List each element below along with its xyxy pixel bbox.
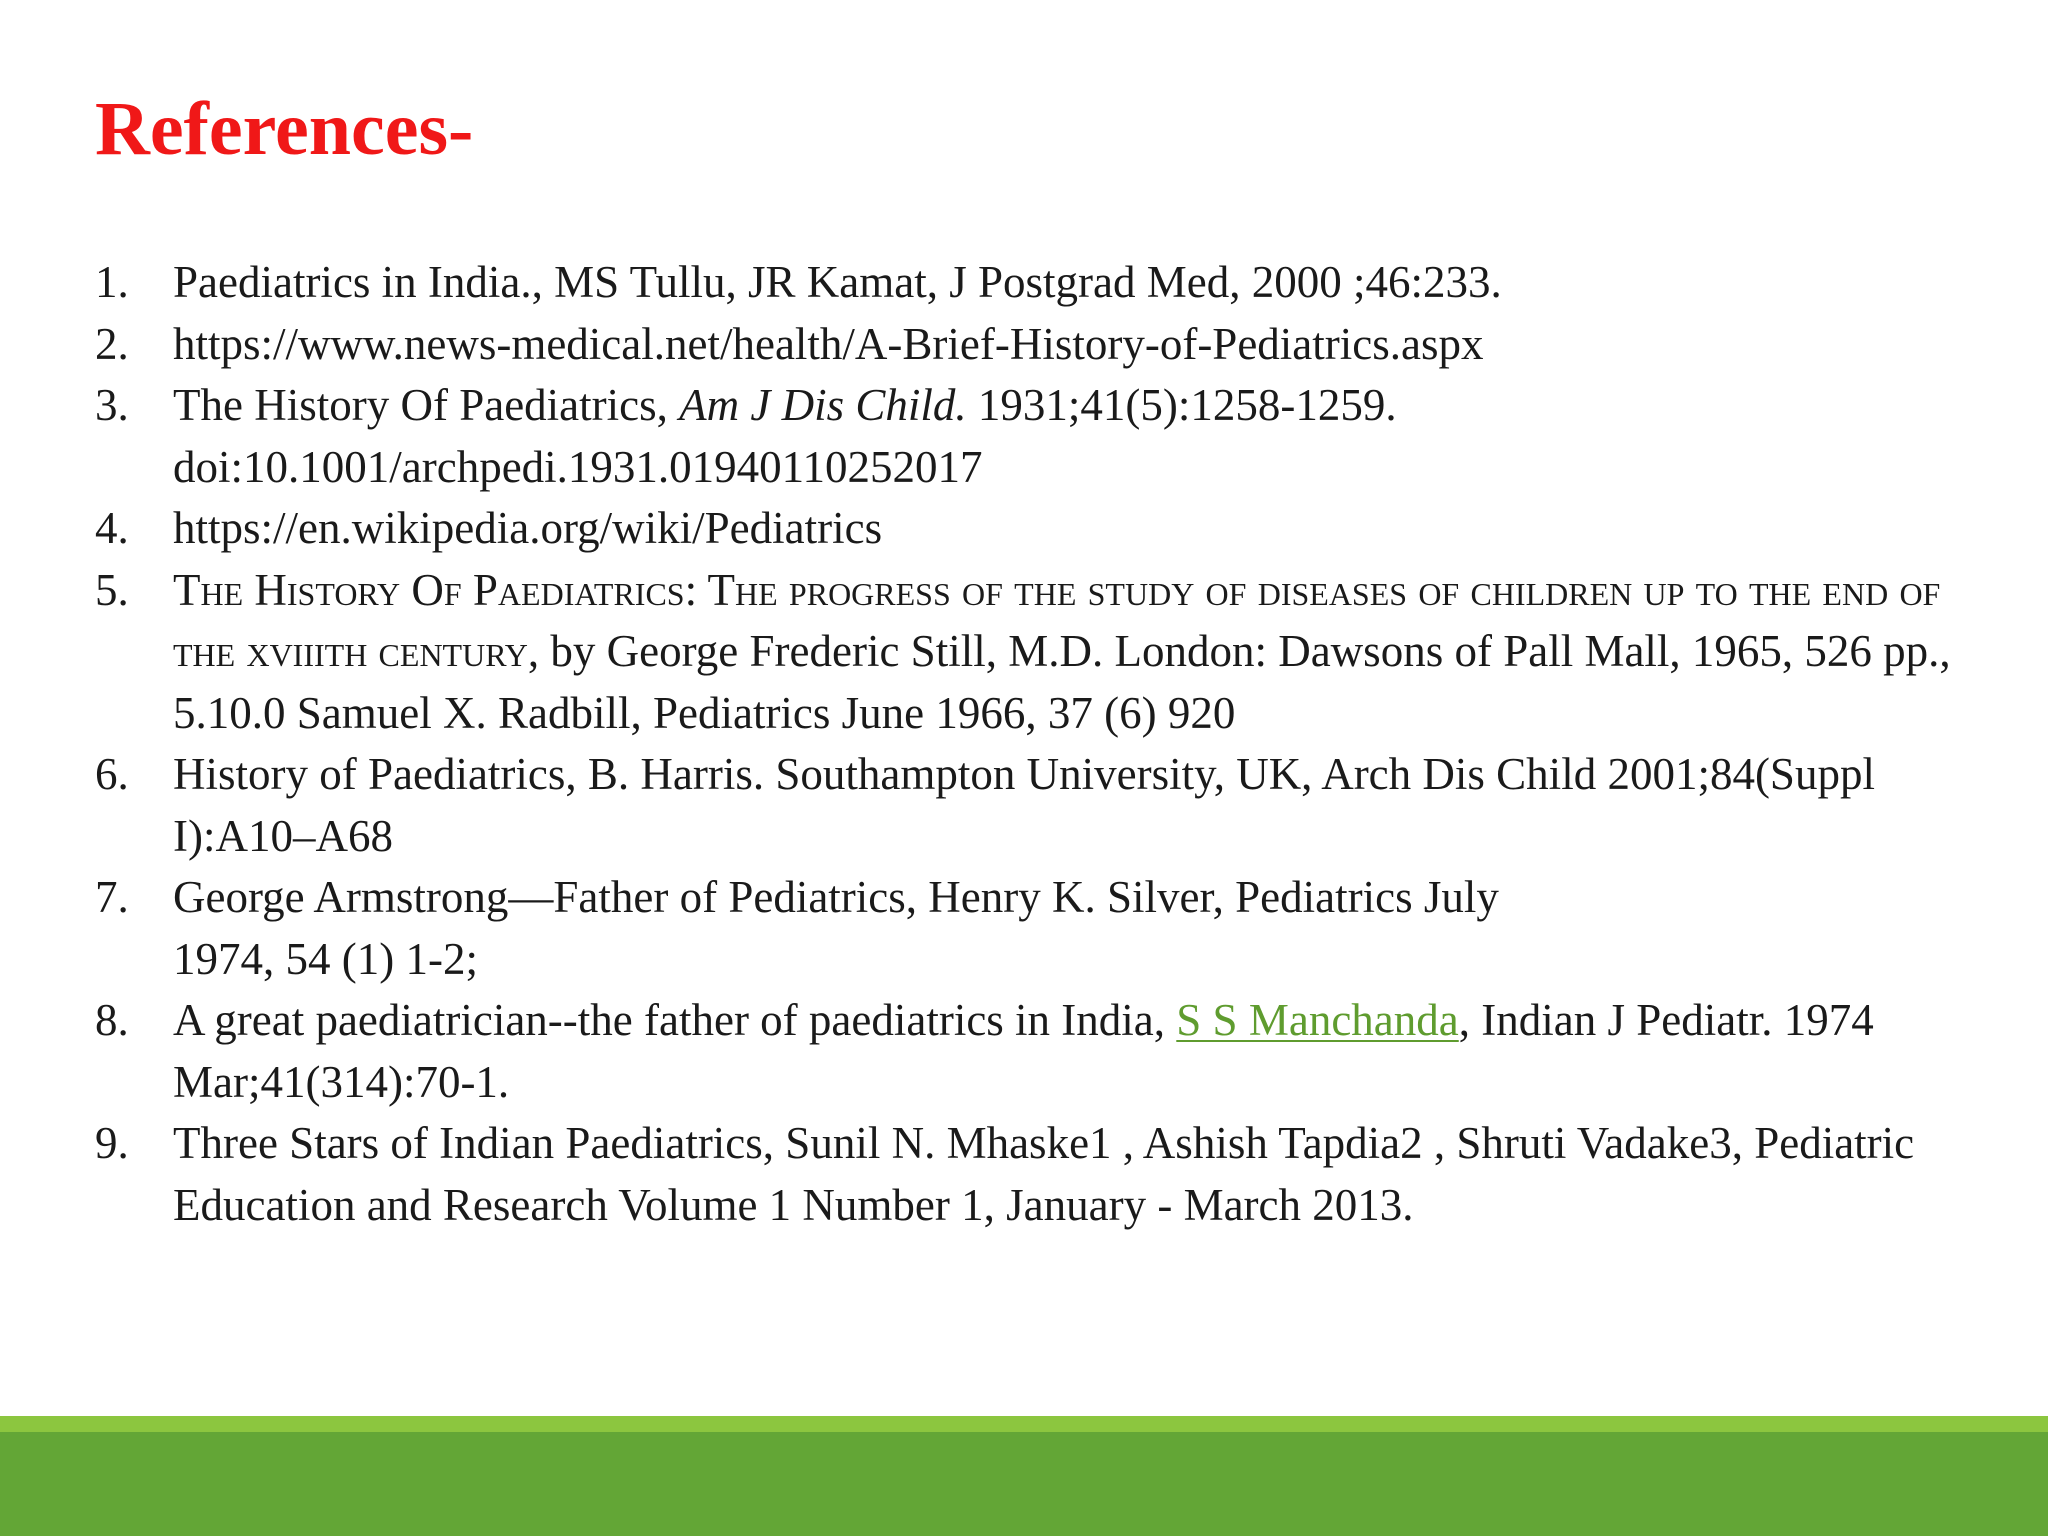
- reference-number: 9.: [95, 1118, 129, 1168]
- reference-item: [95, 375, 1995, 498]
- reference-text: [173, 990, 1995, 1113]
- reference-text-segment: History of Paediatrics, B. Harris. Southampton University, UK, Arch Dis Child 2001;84(Suppl I):A10–A68: [173, 749, 1875, 861]
- slide-title: References-: [95, 87, 474, 171]
- reference-text: [173, 498, 1995, 560]
- reference-item: [95, 1113, 1995, 1236]
- footer-stripe: [0, 1416, 2048, 1432]
- reference-text-segment: https://en.wikipedia.org/wiki/Pediatrics: [173, 503, 883, 553]
- reference-number: 7.: [95, 872, 129, 922]
- reference-text: [173, 314, 1995, 376]
- reference-text: [173, 375, 1995, 498]
- footer-bar: [0, 1416, 2048, 1536]
- author-link[interactable]: S S Manchanda: [1176, 995, 1459, 1045]
- reference-number: 2.: [95, 318, 129, 369]
- reference-item: [95, 867, 1995, 990]
- reference-text: [173, 1113, 1995, 1236]
- journal-name: Am J Dis Child.: [679, 380, 967, 430]
- reference-text-segment: 1931;41(5):1258-1259. doi:10.1001/archpedi.1931.01940110252017: [173, 380, 1397, 492]
- reference-item: [95, 990, 1995, 1113]
- reference-item: [95, 252, 1995, 314]
- reference-text: [173, 867, 1995, 990]
- reference-text: [173, 252, 1995, 314]
- reference-item: [95, 744, 1995, 867]
- reference-number: 3.: [95, 380, 129, 430]
- reference-number: 1.: [95, 257, 129, 307]
- reference-text-segment: The History Of Paediatrics,: [173, 380, 680, 430]
- reference-text: [173, 744, 1995, 867]
- reference-text-segment: A great paediatrician--the father of paediatrics in India,: [173, 995, 1177, 1045]
- reference-item: [95, 560, 1995, 745]
- reference-text-segment: https://www.news-medical.net/health/A-Brief-History-of-Pediatrics.aspx: [173, 318, 1484, 369]
- reference-number: 6.: [95, 749, 129, 799]
- reference-text-segment: 1974, 54 (1) 1-2;: [173, 933, 478, 984]
- reference-list: [95, 252, 1995, 1236]
- reference-number: 5.: [95, 564, 129, 615]
- reference-text: [173, 560, 1995, 745]
- reference-item: [95, 314, 1995, 376]
- footer-band: [0, 1432, 2048, 1536]
- reference-text-segment: Three Stars of Indian Paediatrics, Sunil N. Mhaske1 , Ashish Tapdia2 , Shruti Vadake3, Pediatric Education and Research Volume 1 Number 1, January - March 2013.: [173, 1118, 1915, 1230]
- reference-item: [95, 498, 1995, 560]
- book-title: The History Of Paediatrics: The progress of the study of diseases of children up to the end of the xviiith century: [173, 564, 1941, 676]
- reference-number: 4.: [95, 503, 129, 553]
- reference-text-segment: , Indian J Pediatr. 1974 Mar;41(314):70-1.: [173, 995, 1874, 1107]
- reference-text-segment: George Armstrong—Father of Pediatrics, Henry K. Silver, Pediatrics July: [173, 872, 1499, 922]
- reference-number: 8.: [95, 995, 129, 1045]
- reference-text-segment: , by George Frederic Still, M.D. London: Dawsons of Pall Mall, 1965, 526 pp., 5.10.0 Samuel X. Radbill, Pediatrics June 1966, 37 (6) 920: [173, 626, 1951, 738]
- reference-text-segment: Paediatrics in India., MS Tullu, JR Kamat, J Postgrad Med, 2000 ;46:233.: [173, 257, 1502, 307]
